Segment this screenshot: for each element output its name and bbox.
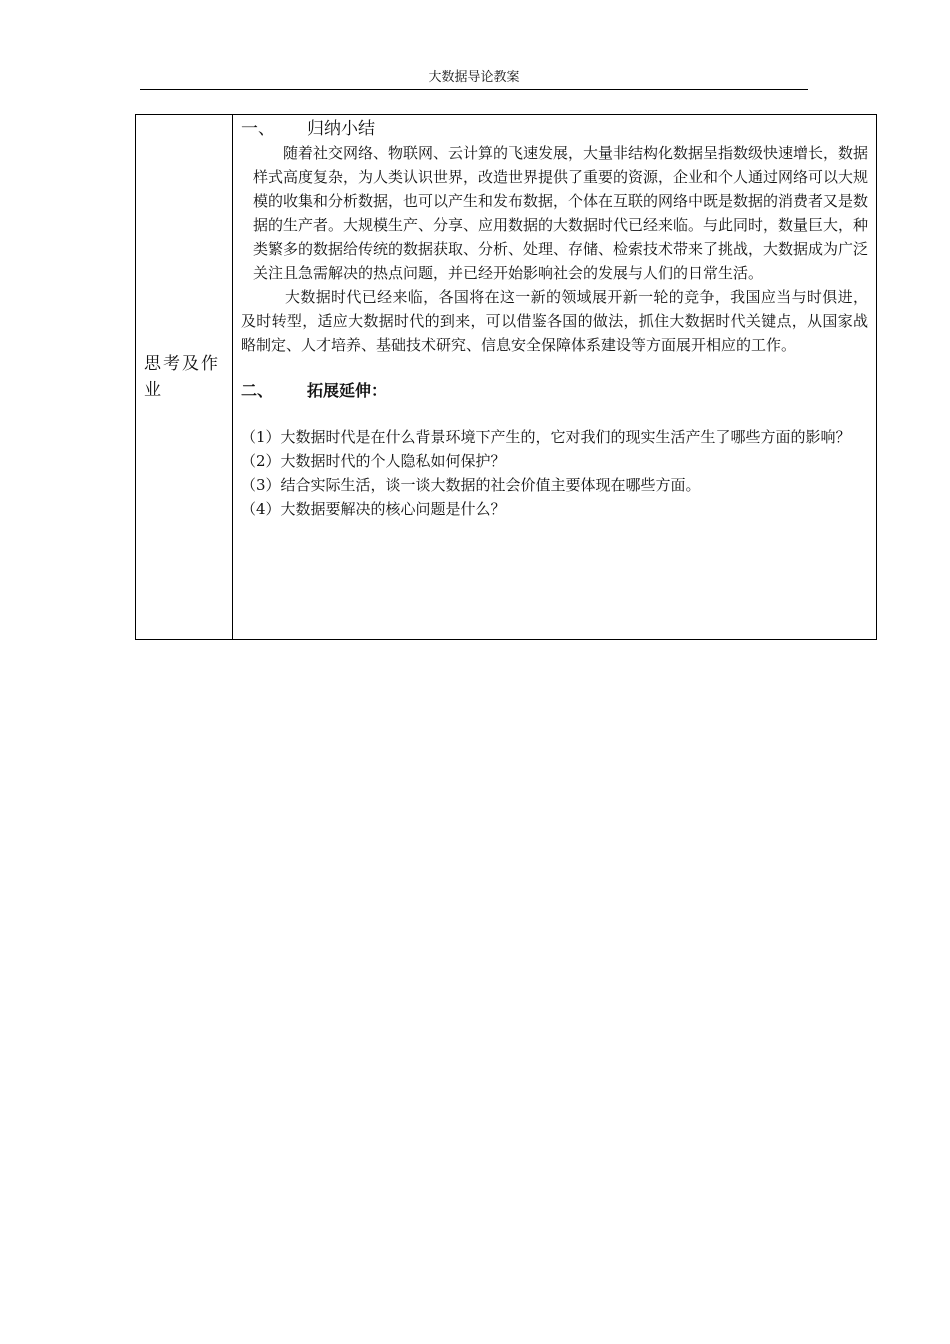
list-item: （1）大数据时代是在什么背景环境下产生的，它对我们的现实生活产生了哪些方面的影响？ [241,428,851,446]
section-number: 一、 [241,119,275,139]
table-row [136,115,877,640]
row-content-cell [233,115,877,640]
question-list [241,425,868,521]
page-header [140,70,808,90]
summary-paragraph: 随着社交网络、物联网、云计算的飞速发展，大量非结构化数据呈指数级快速增长，数据样式高度复杂，为人类认识世界，改造世界提供了重要的资源，企业和个人通过网络可以大规模的收集和分析数据，也可以产生和发布数据，个体在互联的网络中既是数据的消费者又是数据的生产者。大规模生产、分享、应用数据的大数据时代已经来临。与此同时，数量巨大，种类繁多的数据给传统的数据获取、分析、处理、存储、检索技术带来了挑战，大数据成为广泛关注且急需解决的热点问题，并已经开始影响社会的发展与人们的日常生活。 [253,144,869,282]
row-label: 思考及作业 [144,354,220,400]
summary-paragraph: 大数据时代已经来临，各国将在这一新的领域展开新一轮的竞争，我国应当与时俱进，及时转型，适应大数据时代的到来，可以借鉴各国的做法，抓住大数据时代关键点，从国家战略制定、人才培养、基础技术研究、信息安全保障体系建设等方面展开相应的工作。 [241,288,868,354]
list-item: （4）大数据要解决的核心问题是什么？ [241,500,506,518]
list-item: （2）大数据时代的个人隐私如何保护？ [241,452,506,470]
section-title: 归纳小结 [307,119,375,139]
section-heading-extension [241,379,868,403]
header-title: 大数据导论教案 [428,70,520,85]
homework-table [135,114,877,640]
section-title: 拓展延伸： [307,381,388,400]
row-label-cell [136,115,233,640]
list-item: （3）结合实际生活，谈一谈大数据的社会价值主要体现在哪些方面。 [241,476,701,494]
section-number: 二、 [241,381,274,400]
section-heading-summary [241,117,868,141]
